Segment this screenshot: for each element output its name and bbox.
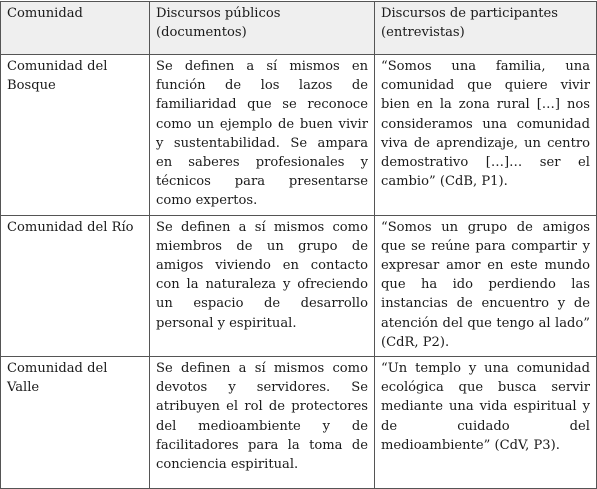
cell-discurso-publico: Se definen a sí mismos como miembros de un grupo de amigos viviendo en contacto con la naturaleza y ofreciendo un espacio de desarrollo personal y espiritual. (150, 215, 375, 356)
cell-discurso-participante: “Somos una familia, una comunidad que quiere vivir bien en la zona rural […] nos consideramos una comunidad viva de aprendizaje, un centro demostrativo […]… ser el cambio” (CdB, P1). (375, 55, 597, 216)
cell-comunidad: Comunidad del Bosque (1, 55, 150, 216)
cell-comunidad: Comunidad del Río (1, 215, 150, 356)
table-row (1, 357, 597, 489)
table-row (1, 215, 597, 356)
document-page (0, 1, 597, 480)
cell-comunidad: Comunidad del Valle (1, 357, 150, 489)
cell-discurso-participante: “Somos un grupo de amigos que se reúne para compartir y expresar amor en este mundo que ha ido perdiendo las instancias de encuentro y de atención del que tengo al lado” (CdR, P2). (375, 215, 597, 356)
header-discursos-participantes: Discursos de participantes (entrevistas) (375, 2, 597, 55)
table-row (1, 55, 597, 216)
cell-discurso-participante: “Un templo y una comunidad ecológica que busca servir mediante una vida espiritual y de cuidado del medioambiente” (CdV, P3). (375, 357, 597, 489)
cell-discurso-publico: Se definen a sí mismos como devotos y servidores. Se atribuyen el rol de protectores del medioambiente y de facilitadores para la toma de conciencia espiritual. (150, 357, 375, 489)
table-header-row (1, 2, 597, 55)
header-comunidad: Comunidad (1, 2, 150, 55)
header-discursos-publicos: Discursos públicos (documentos) (150, 2, 375, 55)
comparison-table (0, 1, 597, 489)
cell-discurso-publico: Se definen a sí mismos en función de los lazos de familiaridad que se reconoce como un ejemplo de buen vivir y sustentabilidad. Se ampara en saberes profesionales y técnicos para presentarse como expertos. (150, 55, 375, 216)
